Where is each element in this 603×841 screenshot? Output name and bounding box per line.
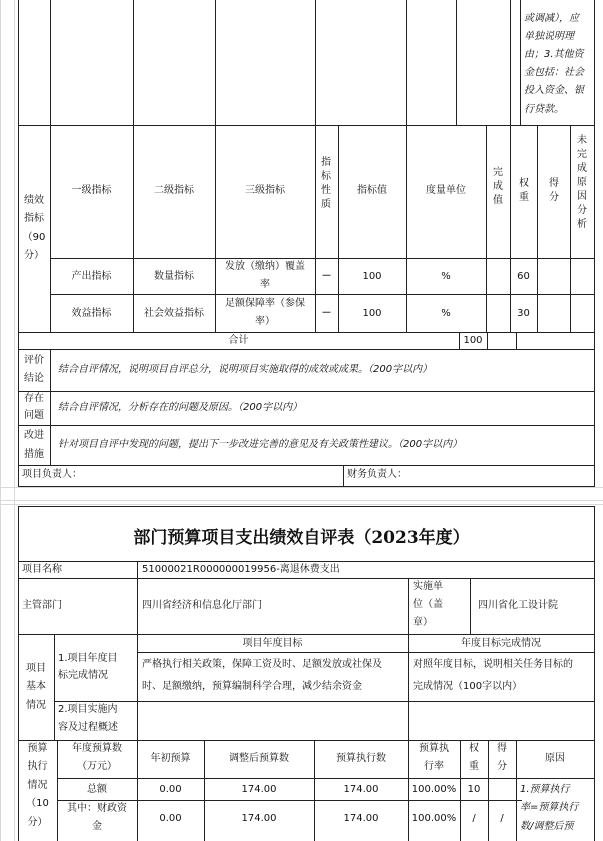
goal-done-header: 年度目标完成情况 [461,638,541,649]
project-name-value: 51000021R000000019956-离退休费支出 [142,564,340,575]
finance-lead-label: 财务负责人： [347,469,407,480]
impl-value: 四川省化工设计院 [478,600,558,611]
dept-label: 主管部门 [22,600,62,611]
total-label: 合计 [228,335,249,346]
header-done: 完成值 [493,167,503,206]
improve-text: 针对项目自评中发现的问题，提出下一步改进完善的意见及有关政策性建议。（200字以内） [58,439,463,450]
header-nature: 指标性质 [321,157,331,210]
dept-value: 四川省经济和信息化厅部门 [142,600,262,611]
evaluation-text: 结合自评情况，说明项目自评总分，说明项目实施取得的成效或成果。（200字以内） [58,364,433,375]
problem-text: 结合自评情况，分析存在的问题及原因。（200字以内） [58,402,303,413]
project-name-label: 项目名称 [22,564,62,575]
project-lead-label: 项目负责人： [22,469,82,480]
goal-header: 项目年度目标 [242,638,303,649]
total-value: 100 [463,335,483,346]
header-reason: 未完成原因分析 [577,135,587,230]
header-level2: 二级指标 [154,185,194,196]
header-level3: 三级指标 [245,185,285,196]
header-weight: 权重 [519,178,529,203]
page-title: 部门预算项目支出绩效自评表（2023年度） [133,528,470,548]
header-level1: 一级指标 [71,185,112,196]
header-score: 得分 [549,178,559,203]
header-unit: 度量单位 [426,185,466,196]
header-value: 指标值 [357,185,387,196]
